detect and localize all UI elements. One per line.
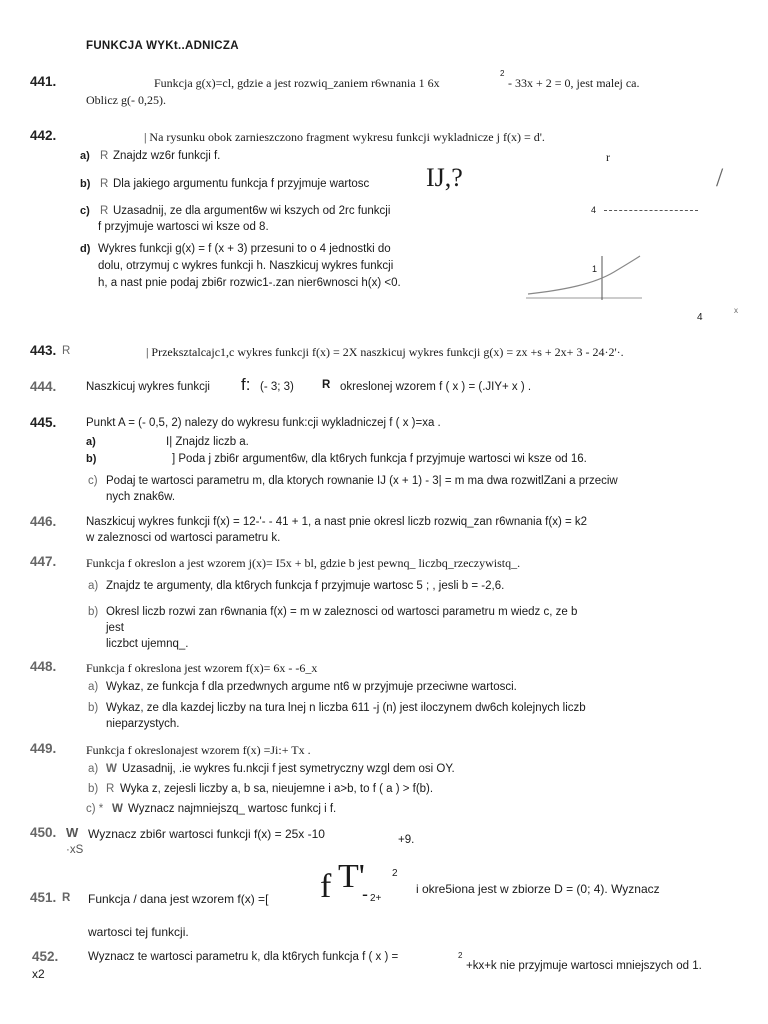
problem-442-c-text2: f przyjmuje wartosci wi ksze od 8.: [98, 221, 269, 233]
problem-445-intro: Punkt A = (- 0,5, 2) nalezy do wykresu funk:cji wykladniczej f ( x )=xa .: [86, 417, 441, 429]
problem-number-447: 447.: [30, 554, 57, 569]
figure-label-four: 4: [591, 205, 597, 215]
section-title: FUNKCJA WYKt..ADNICZA: [86, 40, 239, 52]
problem-449-a-label: a): [88, 763, 99, 775]
problem-445-c-text2: nych znak6w.: [106, 491, 176, 503]
problem-number-446: 446.: [30, 514, 57, 529]
problem-447-b-text3: liczbct ujemnq_.: [106, 638, 189, 650]
problem-442-side-r: r: [606, 150, 610, 164]
problem-number-449: 449.: [30, 741, 57, 756]
problem-452-text: Wyznacz te wartosci parametru k, dla kt6rych funkcja f ( x ) =: [88, 951, 399, 963]
problem-number-445: 445.: [30, 415, 57, 430]
problem-451-mark: R: [62, 892, 71, 904]
problem-442-intro: | Na rysunku obok zarnieszczono fragment wykresu funkcji wykladnicze j f(x) = d'.: [144, 130, 545, 144]
problem-number-452: 452.: [32, 949, 59, 964]
problem-443-text: | Przeksztalcajc1,c wykres funkcji f(x) = 2X naszkicuj wykres funkcji g(x) = zx +s + 2x+ 3 - 24·2'·.: [146, 345, 624, 359]
problem-451-minus: -: [362, 884, 368, 904]
problem-449-a-text: Uzasadnij, .ie wykres fu.nkcji f jest symetryczny wzgl dem osi OY.: [122, 763, 455, 775]
problem-445-a-text: I| Znajdz liczb a.: [166, 436, 249, 448]
problem-450-tail: +9.: [398, 834, 415, 846]
problem-447-b-label: b): [88, 606, 99, 618]
exponential-graph-figure: [524, 254, 644, 302]
problem-442-d-text1: Wykres funkcji g(x) = f (x + 3) przesuni to o 4 jednostki do: [98, 243, 391, 255]
problem-442-a-text: Znajdz wz6r funkcji f.: [113, 150, 221, 162]
problem-449-b-mark: R: [106, 783, 115, 795]
problem-448-b-text2: nieparzystych.: [106, 718, 180, 730]
problem-450-second: ·xS: [66, 844, 84, 856]
figure-axis-four: 4: [697, 312, 703, 323]
problem-443-mark: R: [62, 345, 71, 357]
problem-452-sup: 2: [458, 951, 463, 960]
problem-442-c-mark: R: [100, 205, 109, 217]
figure-curve: [528, 256, 640, 294]
problem-442-d-text3: h, a nast pnie podaj zbi6r rozwic1-.zan nier6wnosci h(x) <0.: [98, 277, 401, 289]
problem-449-c-label: c) *: [86, 803, 104, 815]
problem-442-a-label: a): [80, 150, 90, 162]
problem-451-sup: 2: [392, 868, 398, 879]
problem-448-a-text: Wykaz, ze funkcja f dla przedwnych argume nt6 w przyjmuje przeciwne wartosci.: [106, 681, 517, 693]
problem-442-d-text2: dolu, otrzymuj c wykres funkcji h. Naszkicuj wykres funkcji: [98, 260, 394, 272]
problem-451-small: 2+: [370, 893, 382, 904]
problem-444-text3: okreslonej wzorem f ( x ) = (.JIY+ x ) .: [340, 381, 532, 393]
problem-449-intro: Funkcja f okreslonajest wzorem f(x) =Ji:+ Tx .: [86, 743, 311, 757]
problem-445-c-text1: Podaj te wartosci parametru m, dla ktorych rownanie IJ (x + 1) - 3| = m ma dwa rozwitlZani a przeciw: [106, 475, 618, 487]
problem-452-tail: +kx+k nie przyjmuje wartosci mniejszych od 1.: [466, 960, 702, 972]
problem-number-442: 442.: [30, 128, 57, 143]
problem-449-a-mark: W: [106, 763, 117, 775]
problem-448-b-text1: Wykaz, ze dla kazdej liczby na tura lnej n liczba 611 -j (n) jest iloczynem dw6ch kolejnych liczb: [106, 702, 586, 714]
problem-number-451: 451.: [30, 890, 57, 905]
problem-451-text1: Funkcja / dana jest wzorem f(x) =[: [88, 892, 269, 906]
problem-452-second: x2: [32, 967, 45, 981]
problem-447-intro: Funkcja f okreslon a jest wzorem j(x)= I5x + bl, gdzie b jest pewnq_ liczbq_rzeczywistq_.: [86, 556, 521, 570]
figure-label-one: 1: [592, 264, 598, 274]
problem-441-exponent: 2: [500, 69, 505, 78]
problem-441-line1: Funkcja g(x)=cl, gdzie a jest rozwiq_zaniem r6wnania 1 6x: [154, 76, 440, 90]
problem-444-f: f:: [241, 375, 251, 394]
problem-449-b-text: Wyka z, zejesli liczby a, b sa, nieujemne i a>b, to f ( a ) > f(b).: [120, 783, 434, 795]
problem-450-text: Wyznacz zbi6r wartosci funkcji f(x) = 25x -10: [88, 827, 325, 841]
problem-445-a-label: a): [86, 436, 96, 448]
problem-442-b-value: IJ,?: [426, 163, 463, 192]
problem-449-c-text: Wyznacz najmniejszq_ wartosc funkcj i f.: [128, 803, 337, 815]
problem-446-text1: Naszkicuj wykres funkcji f(x) = 12-'- - 41 + 1, a nast pnie okresl liczb rozwiq_zan r6wnania f(x) = k2: [86, 516, 588, 528]
problem-451-text2: i okre5iona jest w zbiorze D = (0; 4). Wyznacz: [416, 882, 660, 896]
problem-445-c-label: c): [88, 475, 98, 487]
problem-448-b-label: b): [88, 702, 99, 714]
problem-442-c-text1: Uzasadnij, ze dla argument6w wi kszych od 2rc funkcji: [113, 205, 391, 217]
problem-449-b-label: b): [88, 783, 99, 795]
problem-450-mark: W: [66, 825, 79, 840]
problem-451-big-f: f: [320, 868, 332, 905]
problem-number-444: 444.: [30, 379, 57, 394]
problem-442-d-label: d): [80, 243, 91, 255]
problem-451-line2: wartosci tej funkcji.: [88, 925, 189, 939]
problem-441-line1b: - 33x + 2 = 0, jest malej ca.: [508, 76, 640, 90]
problem-444-mark: R: [322, 379, 331, 391]
problem-441-line2: Oblicz g(- 0,25).: [86, 93, 166, 107]
problem-444-text2: (- 3; 3): [260, 381, 294, 393]
problem-442-b-text: Dla jakiego argumentu funkcja f przyjmuje wartosc: [113, 178, 370, 190]
problem-448-intro: Funkcja f okreslona jest wzorem f(x)= 6x - -6_x: [86, 661, 318, 675]
problem-445-b-text: ] Poda j zbi6r argument6w, dla kt6rych funkcja f przyjmuje wartosci wi ksze od 16.: [172, 453, 587, 465]
problem-445-b-label: b): [86, 453, 97, 465]
problem-442-c-label: c): [80, 205, 90, 217]
problem-446-text2: w zaleznosci od wartosci parametru k.: [86, 532, 281, 544]
problem-447-a-label: a): [88, 580, 99, 592]
problem-number-443: 443.: [30, 343, 57, 358]
problem-444-text1: Naszkicuj wykres funkcji: [86, 381, 210, 393]
figure-dashed-line: [604, 210, 698, 211]
problem-442-slash: /: [716, 163, 724, 192]
problem-449-c-mark: W: [112, 803, 123, 815]
problem-number-441: 441.: [30, 74, 57, 89]
problem-447-a-text: Znajdz te argumenty, dla kt6rych funkcja f przyjmuje wartosc 5 ; , jesli b = -2,6.: [106, 580, 505, 592]
problem-451-bracket: T': [338, 858, 365, 895]
problem-447-b-text2: jest: [106, 622, 124, 634]
problem-number-448: 448.: [30, 659, 57, 674]
figure-axis-x: x: [734, 306, 738, 315]
problem-number-450: 450.: [30, 825, 57, 840]
problem-442-b-mark: R: [100, 178, 109, 190]
problem-442-b-label: b): [80, 178, 91, 190]
problem-442-a-mark: R: [100, 150, 109, 162]
problem-447-b-text1: Okresl liczb rozwi zan r6wnania f(x) = m w zaleznosci od wartosci parametru m wiedz c, ze b: [106, 606, 578, 618]
problem-448-a-label: a): [88, 681, 99, 693]
